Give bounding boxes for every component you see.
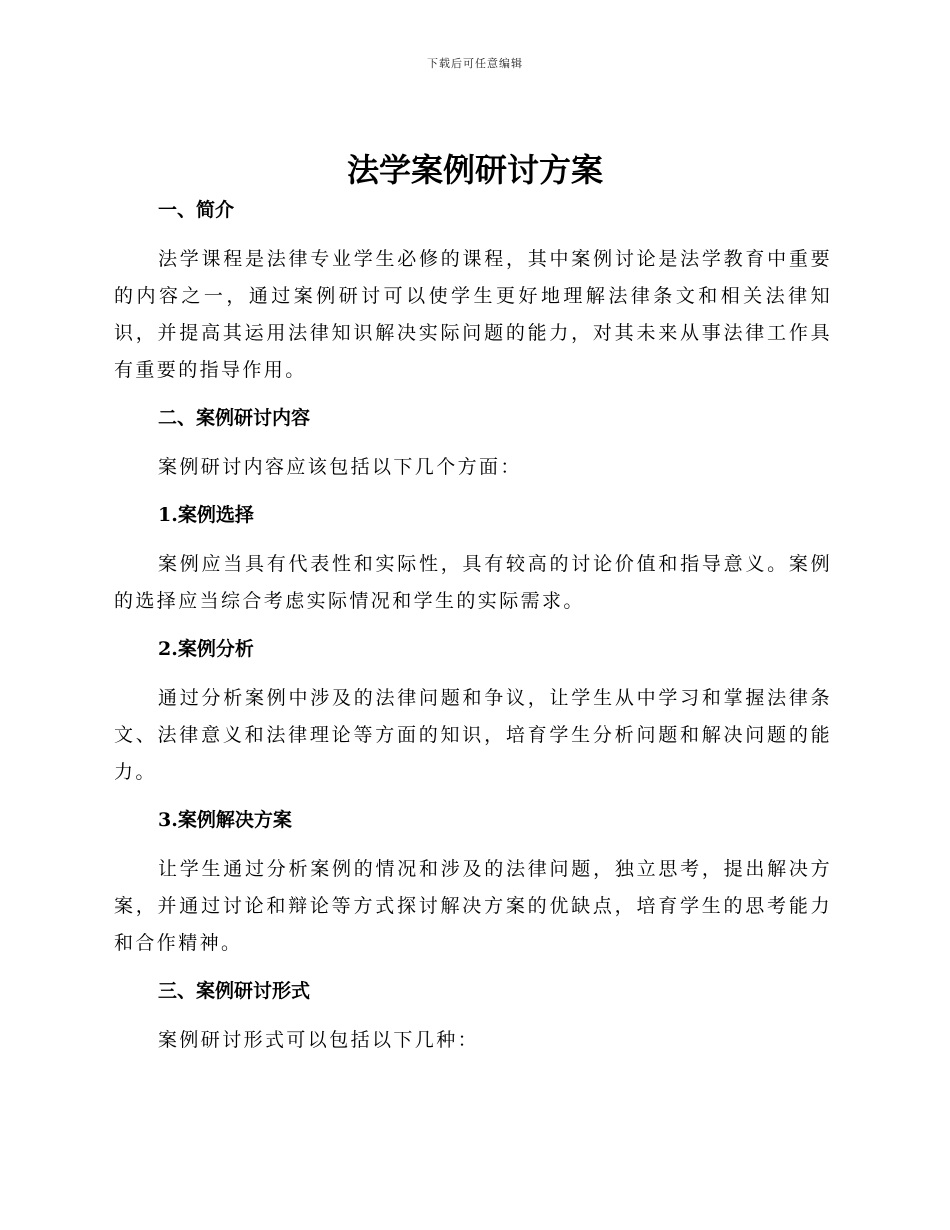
section-heading-content: 二、案例研讨内容 (158, 407, 311, 429)
subsection-heading-solution: 3.案例解决方案 (158, 809, 292, 831)
paragraph-selection: 案例应当具有代表性和实际性，具有较高的讨论价值和指导意义。案例的选择应当综合考虑实际情况和学生的实际需求。 (114, 553, 832, 612)
paragraph-intro: 法学课程是法律专业学生必修的课程，其中案例讨论是法学教育中重要的内容之一，通过案例研讨可以使学生更好地理解法律条文和相关法律知识，并提高其运用法律知识解决实际问题的能力，对其未来从事法律工作具有重要的指导作用。 (114, 248, 832, 381)
document-title: 法学案例研讨方案 (346, 151, 603, 189)
paragraph-analysis: 通过分析案例中涉及的法律问题和争议，让学生从中学习和掌握法律条文、法律意义和法律理论等方面的知识，培育学生分析问题和解决问题的能力。 (114, 687, 832, 783)
document-body (114, 195, 832, 1059)
section-heading-form: 三、案例研讨形式 (158, 980, 311, 1002)
paragraph-form: 案例研讨形式可以包括以下几种： (158, 1029, 480, 1051)
paragraph-content: 案例研讨内容应该包括以下几个方面： (158, 456, 522, 478)
page-header-note: 下载后可任意编辑 (427, 57, 523, 70)
paragraph-solution: 让学生通过分析案例的情况和涉及的法律问题，独立思考，提出解决方案，并通过讨论和辩论等方式探讨解决方案的优缺点，培育学生的思考能力和合作精神。 (114, 858, 832, 954)
subsection-heading-analysis: 2.案例分析 (158, 638, 254, 660)
section-heading-intro: 一、简介 (158, 199, 235, 221)
subsection-heading-selection: 1.案例选择 (158, 504, 254, 526)
